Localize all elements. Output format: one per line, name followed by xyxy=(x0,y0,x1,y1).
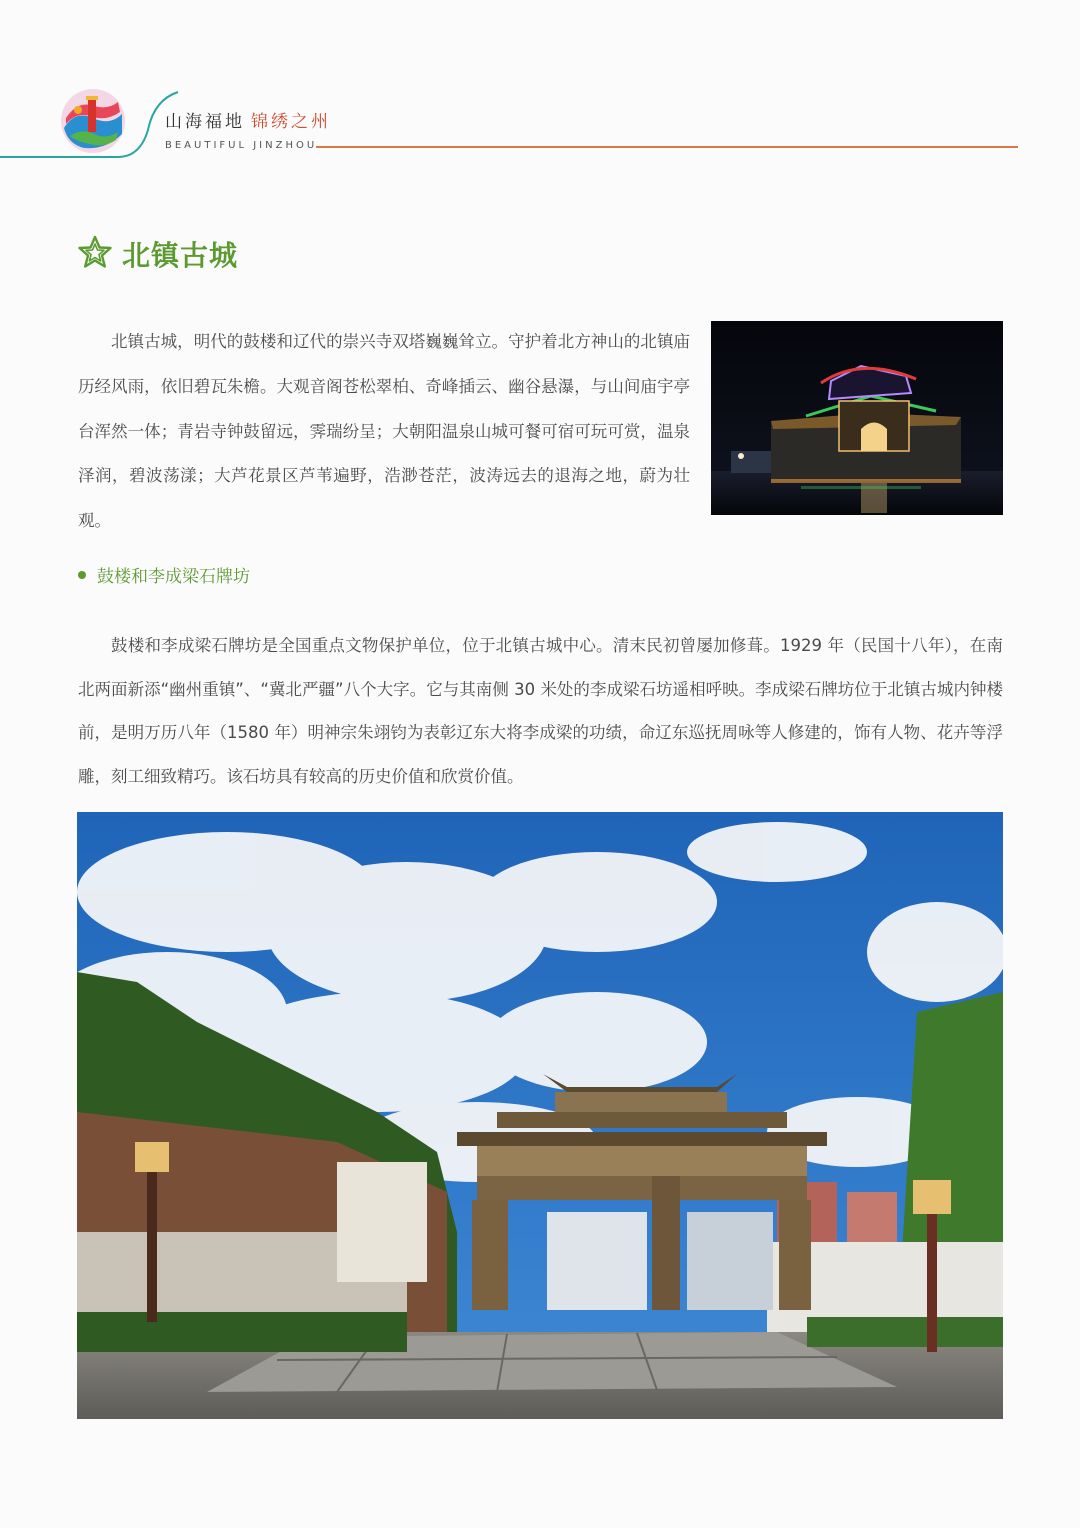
star-outline-icon xyxy=(78,235,112,273)
subsection-title: 鼓楼和李成梁石牌坊 xyxy=(97,567,250,587)
jinzhou-logo xyxy=(60,88,126,154)
page-header xyxy=(0,0,1080,170)
section-heading xyxy=(78,232,238,276)
slogan-main: 山海福地 xyxy=(165,112,245,132)
subsection-heading xyxy=(78,562,250,587)
section-title: 北镇古城 xyxy=(122,239,239,272)
header-slogan xyxy=(165,107,331,132)
slogan-accent: 锦绣之州 xyxy=(251,112,331,132)
bullet-dot-icon xyxy=(78,571,86,579)
subsection-paragraph: 鼓楼和李成梁石牌坊是全国重点文物保护单位，位于北镇古城中心。清末民初曾屡加修葺。1929 年（民国十八年），在南北两面新添“幽州重镇”、“冀北严疆”八个大字。它与其南侧 30 米处的李成梁石坊遥相呼映。李成梁石牌坊位于北镇古城内钟楼前，是明万历八年（1580 年）明神宗朱翊钧为表彰辽东大将李成梁的功绩，命辽东巡抚周咏等人修建的，饰有人物、花卉等浮雕，刻工细致精巧。该石坊具有较高的历史价值和欣赏价值。 xyxy=(78,636,1003,786)
header-decoration xyxy=(0,0,1080,170)
intro-paragraph: 北镇古城，明代的鼓楼和辽代的崇兴寺双塔巍巍耸立。守护着北方神山的北镇庙历经风雨，依旧碧瓦朱檐。大观音阁苍松翠柏、奇峰插云、幽谷悬瀑，与山间庙宇亭台浑然一体；青岩寺钟鼓留远，霁瑞纷呈；大朝阳温泉山城可餐可宿可玩可赏，温泉泽润，碧波荡漾；大芦花景区芦苇遍野，浩渺苍茫，波涛远去的退海之地，蔚为壮观。 xyxy=(78,332,690,531)
night-gate-photo xyxy=(711,321,1003,515)
stone-archway-photo xyxy=(77,812,1003,1419)
header-subtitle: BEAUTIFUL JINZHOU xyxy=(165,140,318,151)
